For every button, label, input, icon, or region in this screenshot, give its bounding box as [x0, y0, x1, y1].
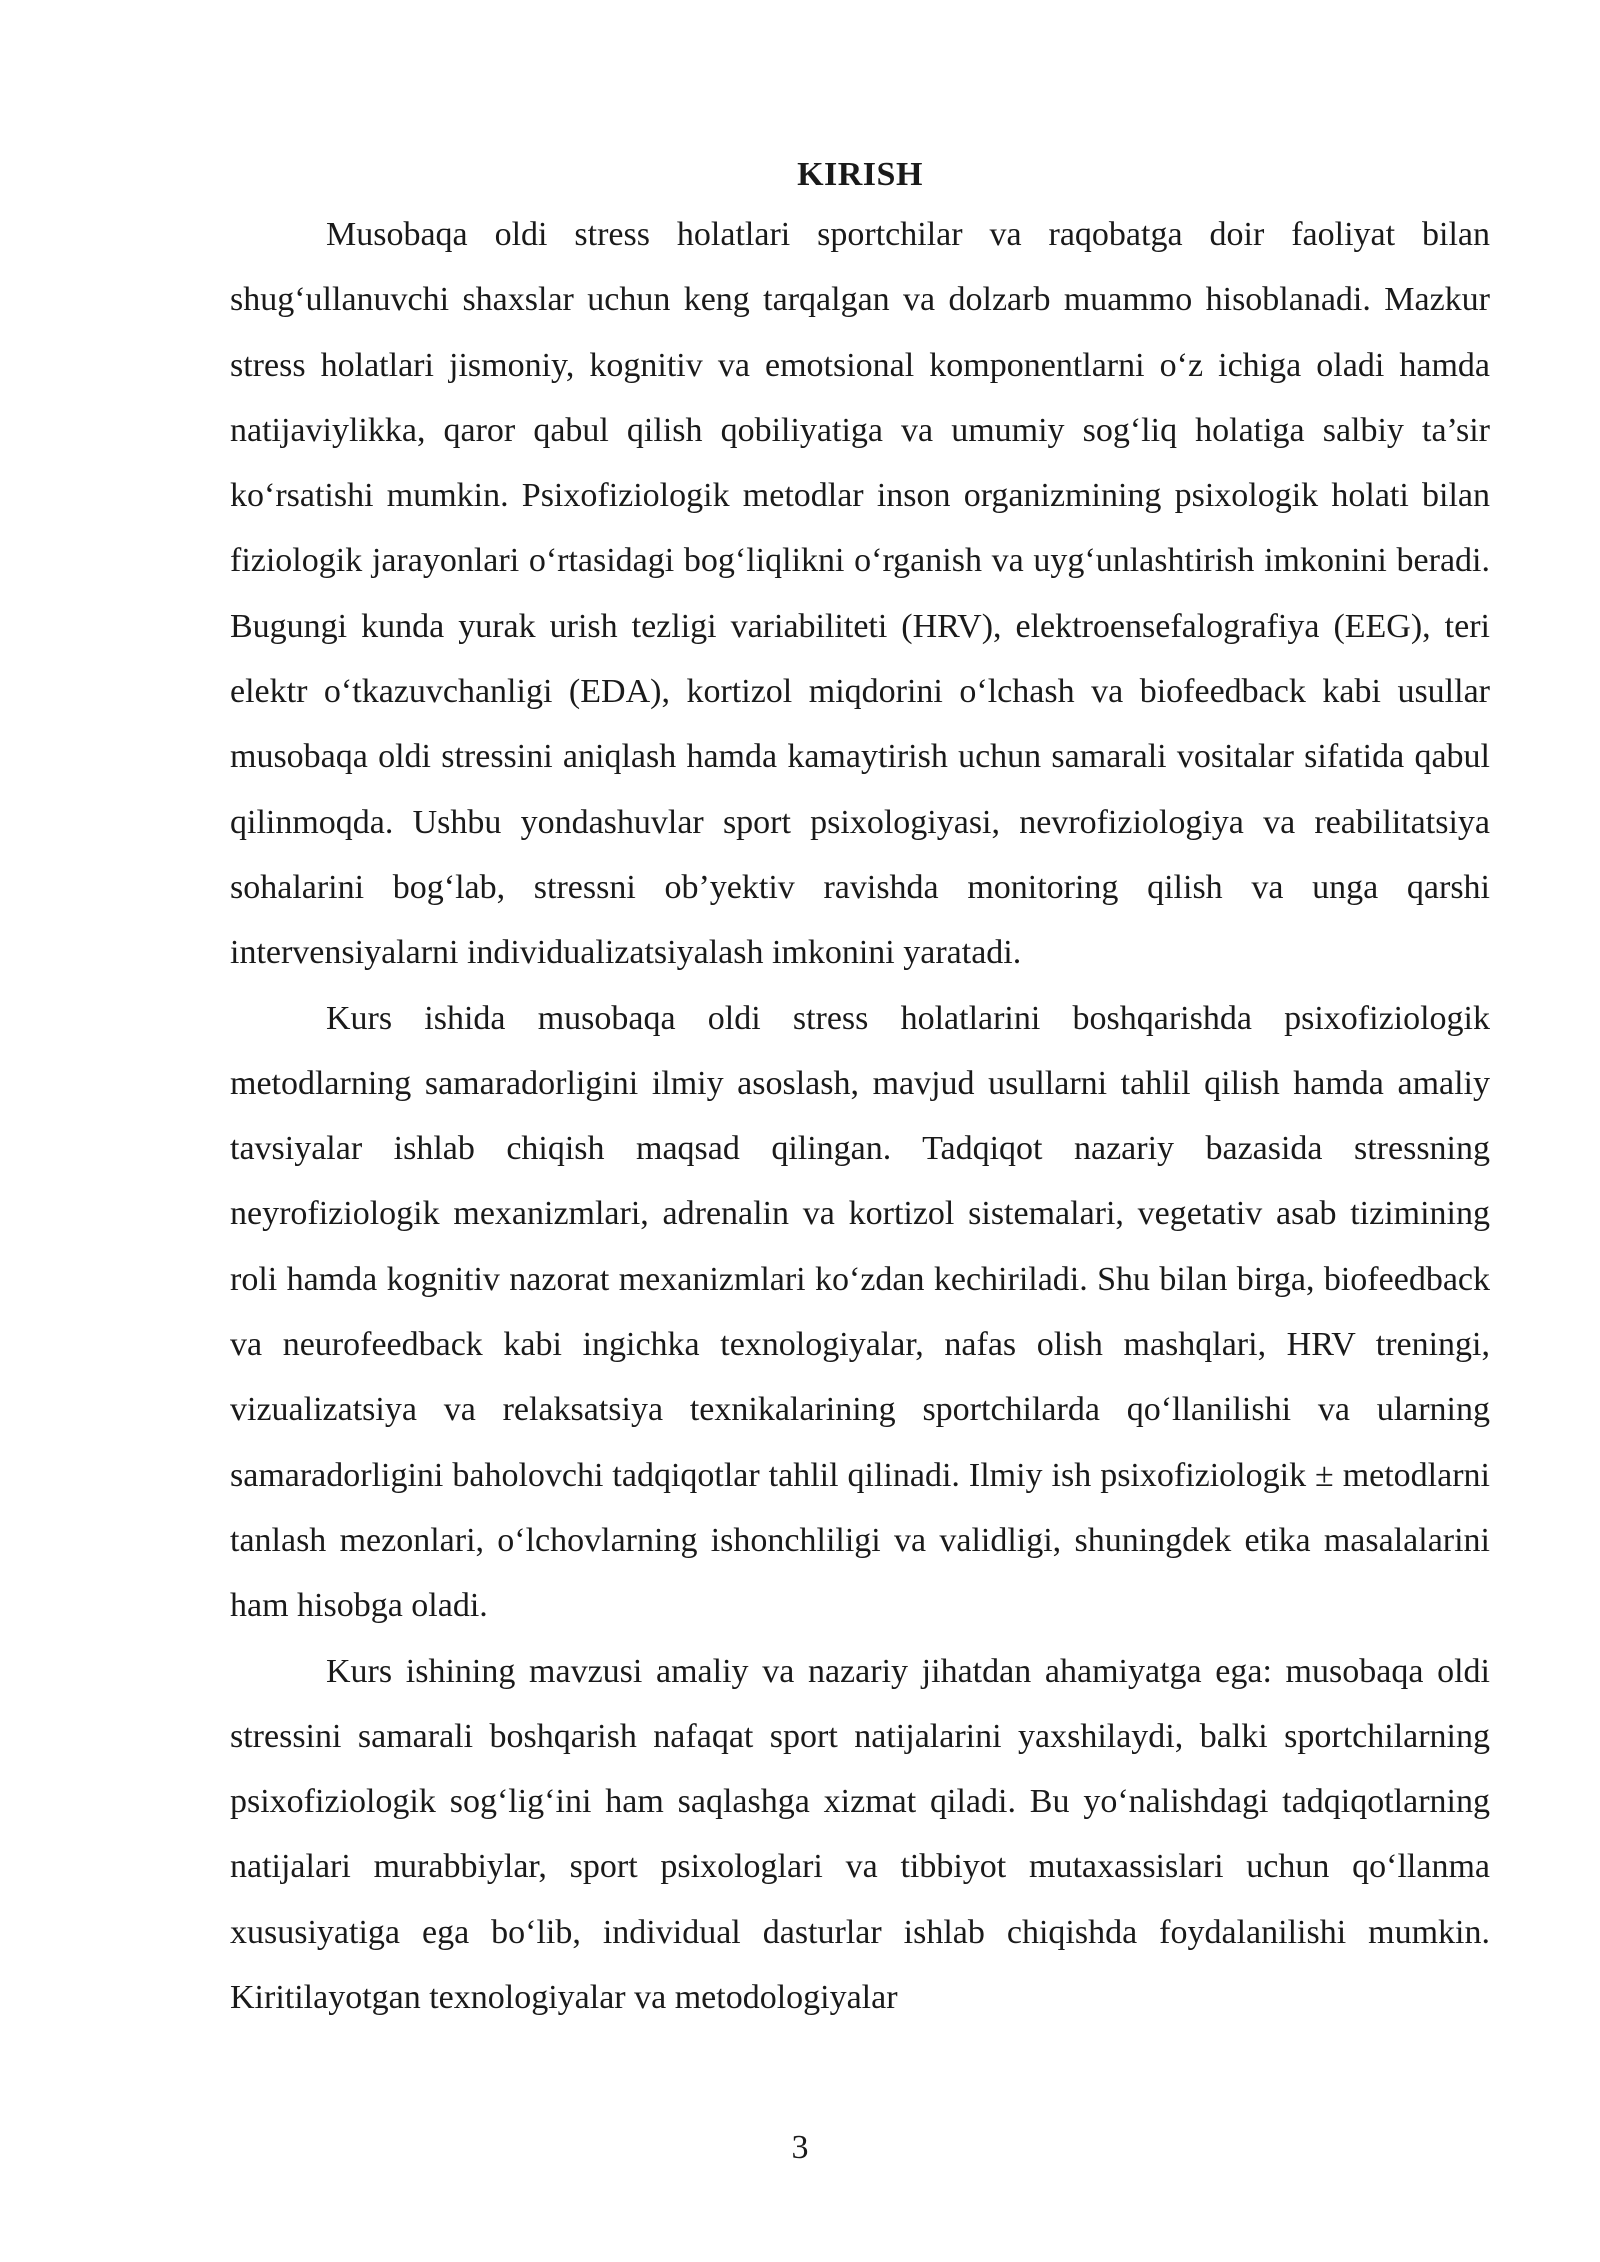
paragraph-3: Kurs ishining mavzusi amaliy va nazariy jihatdan ahamiyatga ega: musobaqa oldi stressini samarali boshqarish nafaqat sport natijalarini yaxshilaydi, balki sportchilarning psixofiziologik sog‘lig‘ini ham saqlashga xizmat qiladi. Bu yo‘nalishdagi tadqiqotlarning natijalari murabbiylar, sport psixologlari va tibbiyot mutaxassislari uchun qo‘llanma xususiyatiga ega bo‘lib, individual dasturlar ishlab chiqishda foydalanilishi mumkin. Kiritilayotgan texnologiyalar va metodologiyalar	[230, 1652, 1490, 2017]
page-body	[230, 148, 1490, 2030]
page-number: 3	[791, 2129, 809, 2166]
section-title: KIRISH	[797, 156, 923, 193]
paragraph-2: Kurs ishida musobaqa oldi stress holatlarini boshqarishda psixofiziologik metodlarning samaradorligini ilmiy asoslash, mavjud usullarni tahlil qilish hamda amaliy tavsiyalar ishlab chiqish maqsad qilingan. Tadqiqot nazariy bazasida stressning neyrofiziologik mexanizmlari, adrenalin va kortizol sistemalari, vegetativ asab tizimining roli hamda kognitiv nazorat mexanizmlari ko‘zdan kechiriladi. Shu bilan birga, biofeedback va neurofeedback kabi ingichka texnologiyalar, nafas olish mashqlari, HRV treningi, vizualizatsiya va relaksatsiya texnikalarining sportchilarda qo‘llanilishi va ularning samaradorligini baholovchi tadqiqotlar tahlil qilinadi. Ilmiy ish psixofiziologik ± metodlarni tanlash mezonlari, o‘lchovlarning ishonchliligi va validligi, shuningdek etika masalalarini ham hisobga oladi.	[230, 999, 1490, 1625]
paragraph-1: Musobaqa oldi stress holatlari sportchilar va raqobatga doir faoliyat bilan shug‘ullanuvchi shaxslar uchun keng tarqalgan va dolzarb muammo hisoblanadi. Mazkur stress holatlari jismoniy, kognitiv va emotsional komponentlarni o‘z ichiga oladi hamda natijaviylikka, qaror qabul qilish qobiliyatiga va umumiy sog‘liq holatiga salbiy ta’sir ko‘rsatishi mumkin. Psixofiziologik metodlar inson organizmining psixologik holati bilan fiziologik jarayonlari o‘rtasidagi bog‘liqlikni o‘rganish va uyg‘unlashtirish imkonini beradi. Bugungi kunda yurak urish tezligi variabiliteti (HRV), elektroensefalografiya (EEG), teri elektr o‘tkazuvchanligi (EDA), kortizol miqdorini o‘lchash va biofeedback kabi usullar musobaqa oldi stressini aniqlash hamda kamaytirish uchun samarali vositalar sifatida qabul qilinmoqda. Ushbu yondashuvlar sport psixologiyasi, nevrofiziologiya va reabilitatsiya sohalarini bog‘lab, stressni ob’yektiv ravishda monitoring qilish va unga qarshi intervensiyalarni individualizatsiyalash imkonini yaratadi.	[230, 216, 1490, 972]
